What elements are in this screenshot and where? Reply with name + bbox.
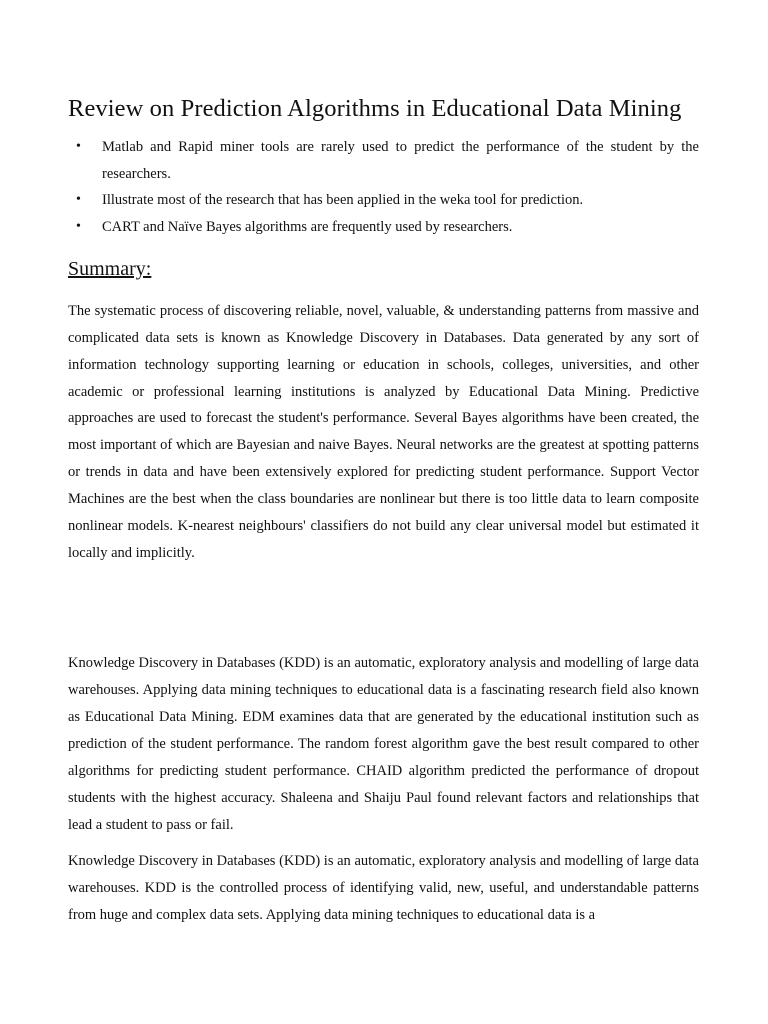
summary-heading: Summary:	[68, 258, 152, 280]
bullet-item	[68, 187, 699, 214]
document-title: Review on Prediction Algorithms in Educational Data Mining	[68, 95, 682, 122]
bullet-icon: •	[76, 192, 81, 207]
bullet-item	[68, 214, 699, 241]
body-paragraph: The systematic process of discovering reliable, novel, valuable, & understanding patterns from massive and complicated data sets is known as Knowledge Discovery in Databases. Data generated by any sort of information technology supporting learning or education in schools, colleges, universities, and other academic or professional learning institutions is analyzed by Educational Data Mining. Predictive approaches are used to forecast the student's performance. Several Bayes algorithms have been created, the most important of which are Bayesian and naive Bayes. Neural networks are the greatest at spotting patterns or trends in data and have been extensively explored for predicting student performance. Support Vector Machines are the best when the class boundaries are nonlinear but there is too little data to learn composite nonlinear models. K-nearest neighbours' classifiers do not build any clear universal model but estimated it locally and implicitly.	[68, 303, 699, 561]
bullet-text: CART and Naïve Bayes algorithms are frequently used by researchers.	[102, 218, 513, 235]
bullet-text: Illustrate most of the research that has been applied in the weka tool for prediction.	[102, 192, 584, 208]
bullet-text: Matlab and Rapid miner tools are rarely used to predict the performance of the student by the researchers.	[102, 139, 699, 182]
body-paragraph: Knowledge Discovery in Databases (KDD) is an automatic, exploratory analysis and modelling of large data warehouses. Applying data mining techniques to educational data is a fascinating research field also known as Educational Data Mining. EDM examines data that are generated by the educational institution such as prediction of the student performance. The random forest algorithm gave the best result compared to other algorithms for predicting student performance. CHAID algorithm predicted the performance of dropout students with the highest accuracy. Shaleena and Shaiju Paul found relevant factors and relationships that lead a student to pass or fail.	[68, 655, 699, 833]
bullet-list	[68, 134, 699, 240]
bullet-icon: •	[76, 218, 81, 234]
document-page	[68, 92, 699, 929]
body-paragraph: Knowledge Discovery in Databases (KDD) is an automatic, exploratory analysis and modelling of large data warehouses. KDD is the controlled process of identifying valid, new, useful, and understandable patterns from huge and complex data sets. Applying data mining techniques to educational data is a	[68, 853, 699, 924]
bullet-icon: •	[76, 139, 81, 154]
bullet-item	[68, 134, 699, 187]
